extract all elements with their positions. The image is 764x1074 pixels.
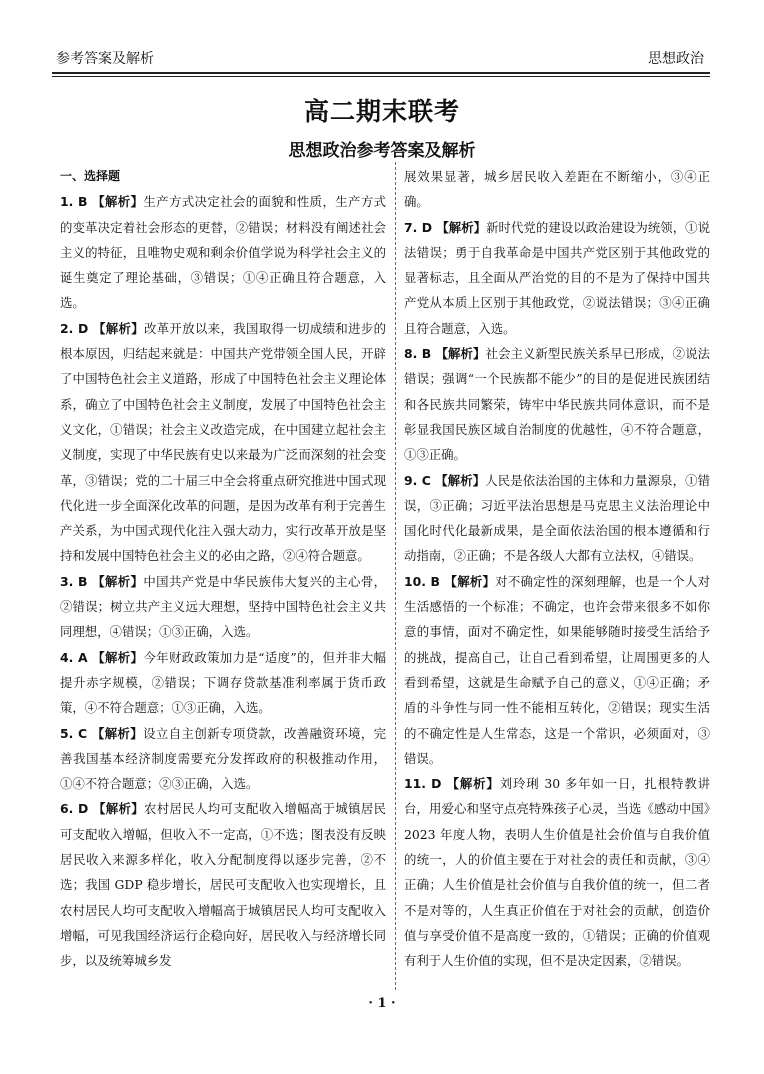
page-header <box>52 46 710 70</box>
document-title: 高二期末联考 <box>303 97 460 126</box>
analysis-text: 展效果显著，城乡居民收入差距在不断缩小，③④正确。 <box>404 169 710 210</box>
question-number: 2. D <box>60 320 93 336</box>
header-rule-thin <box>52 76 710 77</box>
analysis-text: 刘玲琍 30 多年如一日，扎根特教讲台，用爱心和坚守点亮特殊孩子心灵，当选《感动中国》2023 年度人物，表明人生价值是社会价值与自我价值的统一，人的价值主要在于对社会的责任和贡献，③④正确；人生价值是社会价值与自我价值的统一，但二者不是对等的，人生真正价值在于对社会的贡献，创造价值与享受价值不是高度一致的，①错误；正确的价值观有利于人生价值的实现，但不是决定因素，②错误。 <box>404 776 710 969</box>
analysis-tag: 【解析】 <box>92 801 145 817</box>
analysis-tag: 【解析】 <box>436 219 487 235</box>
analysis-tag: 【解析】 <box>92 573 144 589</box>
right-answer-list <box>404 164 710 974</box>
header-left-text: 参考答案及解析 <box>56 51 154 67</box>
answer-item <box>60 189 386 315</box>
header-rule <box>52 72 710 74</box>
question-number: 4. A <box>60 649 93 665</box>
question-number: 5. C <box>60 725 92 741</box>
analysis-tag: 【解析】 <box>444 573 496 589</box>
column-divider <box>395 162 396 990</box>
analysis-text: 人民是依法治国的主体和力量源泉，①错误，③正确；习近平法治思想是马克思主义法治理论中国化时代化最新成果，是全面依法治国的根本遵循和行动指南，②正确；不是各级人大都有立法权，④错误。 <box>404 472 711 564</box>
answer-item <box>404 164 710 215</box>
question-number: 9. C <box>404 472 436 488</box>
answer-item <box>60 569 386 645</box>
right-column <box>404 164 710 974</box>
analysis-text: 生产方式决定社会的面貌和性质，生产方式的变革决定着社会形态的更替，②错误；材料没有阐述社会主义的特征，且唯物史观和剩余价值学说为科学社会主义的诞生奠定了理论基础，③错误；①④正确且符合题意，入选。 <box>60 194 387 311</box>
analysis-tag: 【解析】 <box>92 649 144 665</box>
analysis-tag: 【解析】 <box>91 725 144 741</box>
left-answer-list <box>60 189 386 973</box>
question-number: 11. D <box>404 776 447 792</box>
analysis-tag: 【解析】 <box>435 472 486 488</box>
analysis-text: 农村居民人均可支配收入增幅高于城镇居民可支配收入增幅，但收入不一定高，①不选；图表没有反映居民收入来源多样化，收入分配制度得以逐步完善，②不选；我国 GDP 稳步增长，居民可支配收入也实现增长，且农村居民人均可支配收入增幅高于城镇居民人均可支配收入增幅，可见我国经济运行企稳向好，居民收入与经济增长同步，以及统筹城乡发 <box>60 801 387 969</box>
answer-item <box>404 341 710 467</box>
section-label: 一、选择题 <box>60 169 121 183</box>
question-number: 7. D <box>404 219 437 235</box>
answer-item <box>404 771 710 973</box>
question-number: 1. B <box>60 194 93 210</box>
answer-item <box>60 721 386 797</box>
analysis-text: 设立自主创新专项贷款，改善融资环境，完善我国基本经济制度需要充分发挥政府的积极推动作用，①④不符合题意；②③正确，入选。 <box>60 725 387 792</box>
analysis-text: 改革开放以来，我国取得一切成绩和进步的根本原因，归结起来就是：中国共产党带领全国人民，开辟了中国特色社会主义道路，形成了中国特色社会主义理论体系，确立了中国特色社会主义制度，发展了中国特色社会主义文化，①错误；社会主义改造完成，在中国建立起社会主义制度，实现了中华民族有史以来最为广泛而深刻的社会变革，③错误；党的二十届三中全会将重点研究推进中国式现代化进一步全面深化改革的问题，是因为改革有利于完善生产关系，为中国式现代化注入强大动力，实行改革开放是坚持和发展中国特色社会主义的必由之路，②④符合题意。 <box>60 320 387 564</box>
document-subtitle: 思想政治参考答案及解析 <box>288 141 476 161</box>
question-number: 10. B <box>404 573 445 589</box>
analysis-tag: 【解析】 <box>446 776 500 792</box>
left-column <box>60 164 386 974</box>
analysis-text: 中国共产党是中华民族伟大复兴的主心骨，②错误；树立共产主义远大理想，坚持中国特色社会主义共同理想，④错误；①③正确，入选。 <box>60 573 387 640</box>
header-right-text: 思想政治 <box>648 51 704 67</box>
answer-item <box>404 468 710 569</box>
analysis-text: 社会主义新型民族关系早已形成，②说法错误；强调“一个民族都不能少”的目的是促进民族团结和各民族共同繁荣，铸牢中华民族共同体意识，而不是彰显我国民族区域自治制度的优越性，④不符合题意，①③正确。 <box>404 346 711 463</box>
analysis-tag: 【解析】 <box>435 346 486 362</box>
question-number: 3. B <box>60 573 93 589</box>
answer-item <box>404 215 710 341</box>
question-number: 6. D <box>60 801 93 817</box>
answer-item <box>60 796 386 973</box>
analysis-text: 今年财政政策加力是“适度”的，但并非大幅提升赤字规模，②错误；下调存贷款基准利率属于货币政策，④不符合题意；①③正确，入选。 <box>60 649 387 716</box>
answer-item <box>404 569 710 771</box>
answer-item <box>60 645 386 721</box>
page-number: · 1 · <box>368 996 396 1011</box>
question-number: 8. B <box>404 346 436 362</box>
answer-item <box>60 316 386 569</box>
analysis-text: 对不确定性的深刻理解，也是一个人对生活感悟的一个标准；不确定，也许会带来很多不如你意的事情，面对不确定性，如果能够随时接受生活给予的挑战，提高自己，让自己看到希望，让周围更多的人看到希望，这就是生命赋予自己的意义，①④正确；矛盾的斗争性与同一性不能相互转化，②错误；现实生活的不确定性是人生常态，这是一个常识，必须面对，③错误。 <box>404 573 711 766</box>
analysis-tag: 【解析】 <box>92 194 144 210</box>
analysis-tag: 【解析】 <box>92 320 145 336</box>
analysis-text: 新时代党的建设以政治建设为统领，①说法错误；勇于自我革命是中国共产党区别于其他政党的显著标志，且全面从严治党的目的不是为了保持中国共产党从本质上区别于其他政党，②说法错误；③④正确且符合题意，入选。 <box>404 219 710 336</box>
